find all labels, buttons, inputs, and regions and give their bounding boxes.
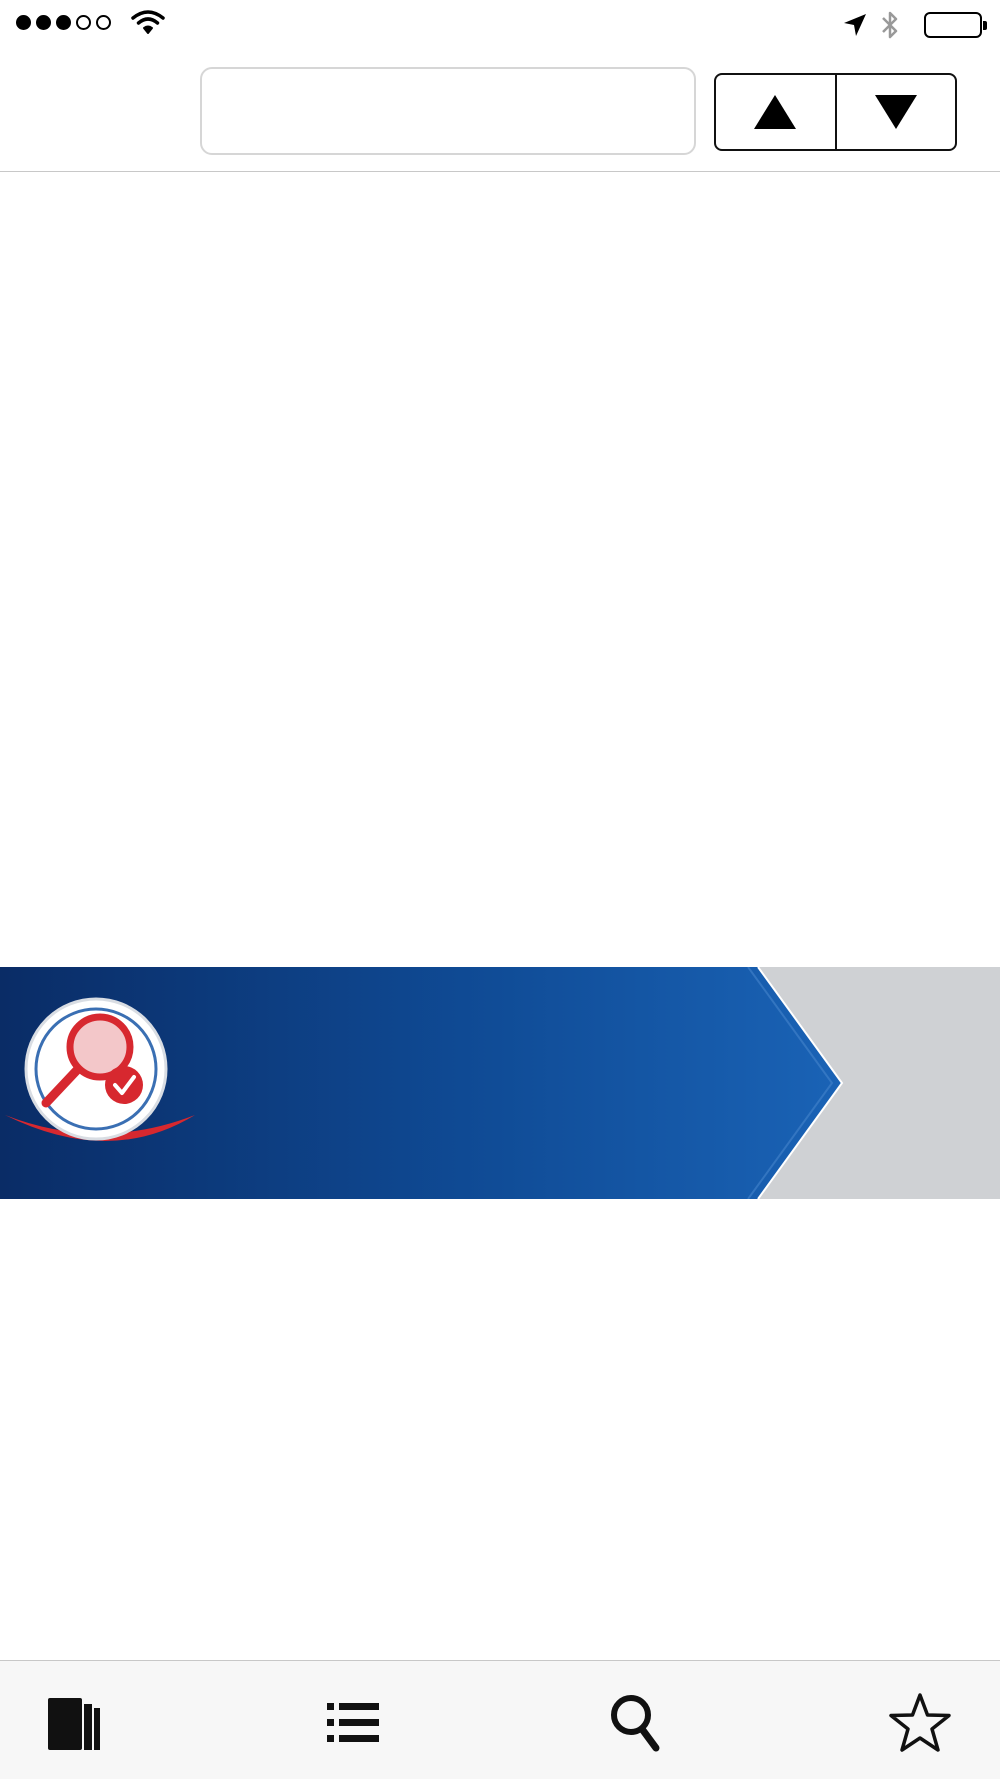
battery-nub — [983, 21, 987, 30]
bluetooth-icon — [880, 9, 900, 41]
documents-icon — [40, 1694, 102, 1752]
list-icon — [325, 1701, 381, 1745]
signal-dot — [96, 15, 111, 30]
magnifier-logo-icon — [0, 967, 220, 1199]
tab-favorites[interactable] — [885, 1691, 955, 1755]
signal-dot — [36, 15, 51, 30]
signal-dot — [76, 15, 91, 30]
search-bar — [0, 56, 1000, 172]
triangle-down-icon — [873, 93, 919, 131]
paragraph — [32, 228, 1000, 268]
document-body-lower — [32, 228, 1000, 548]
signal-dot — [16, 15, 31, 30]
status-left — [16, 9, 165, 35]
location-arrow-icon — [842, 12, 868, 38]
tab-bar — [0, 1660, 1000, 1779]
star-icon — [888, 1692, 952, 1754]
triangle-up-icon — [752, 93, 798, 131]
match-navigation — [714, 73, 957, 151]
tab-contents[interactable] — [318, 1691, 388, 1755]
signal-dot — [56, 15, 71, 30]
battery-icon — [924, 12, 982, 38]
tab-documents[interactable] — [36, 1691, 106, 1755]
tab-search[interactable] — [600, 1691, 670, 1755]
search-input[interactable] — [200, 67, 696, 155]
next-match-button[interactable] — [835, 75, 956, 149]
signal-strength-icon — [16, 15, 111, 30]
status-bar — [0, 0, 1000, 56]
previous-match-button[interactable] — [716, 75, 835, 149]
wifi-icon — [131, 9, 165, 35]
status-right — [842, 9, 982, 41]
search-icon — [609, 1693, 661, 1753]
paragraph — [32, 290, 1000, 530]
promo-banner[interactable] — [0, 967, 1000, 1199]
